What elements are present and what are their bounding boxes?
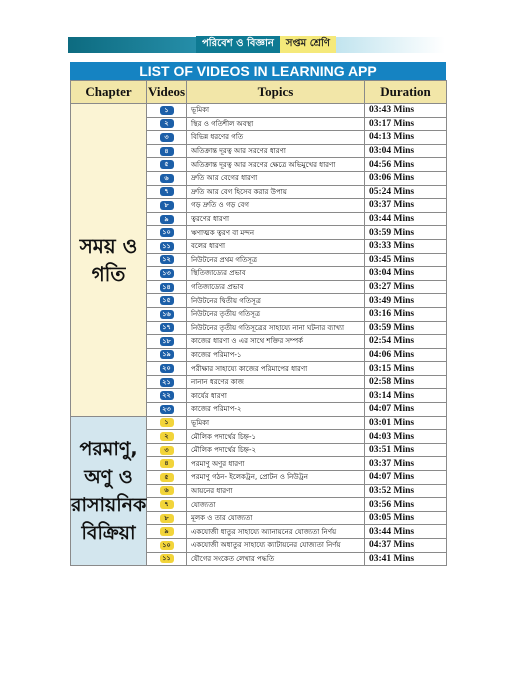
duration-cell: 03:49 Mins	[365, 294, 447, 308]
video-number-cell	[147, 144, 187, 158]
video-number-cell	[147, 362, 187, 376]
duration-cell: 03:05 Mins	[365, 511, 447, 525]
video-number-cell	[147, 335, 187, 349]
table-row	[71, 416, 447, 430]
duration-cell: 03:37 Mins	[365, 457, 447, 471]
duration-cell: 03:41 Mins	[365, 552, 447, 566]
video-number-badge: ৪	[160, 147, 174, 156]
video-number-cell	[147, 471, 187, 485]
video-number-badge: ১৯	[160, 350, 174, 359]
topic-cell: গড় দ্রুতি ও গড় বেগ	[187, 199, 365, 213]
chapter-name-cell	[71, 104, 147, 417]
duration-cell: 05:24 Mins	[365, 185, 447, 199]
duration-cell: 04:37 Mins	[365, 539, 447, 553]
video-number-cell	[147, 539, 187, 553]
video-number-badge: ৯	[160, 215, 174, 224]
video-number-cell	[147, 280, 187, 294]
video-number-cell	[147, 104, 187, 118]
video-number-badge: ৫	[160, 473, 174, 482]
video-list-table	[70, 62, 446, 566]
video-number-cell	[147, 307, 187, 321]
duration-cell: 02:54 Mins	[365, 335, 447, 349]
col-header-topics: Topics	[187, 81, 365, 104]
video-number-badge: ১৩	[160, 269, 174, 278]
topic-cell: স্থিতিজাড্যের প্রভাব	[187, 267, 365, 281]
col-header-chapter: Chapter	[71, 81, 147, 104]
topic-cell: কাজের ধারণা ও এর সাথে শক্তির সম্পর্ক	[187, 335, 365, 349]
topic-cell: মৌলিক পদার্থের চিহ্ন-১	[187, 430, 365, 444]
video-number-cell	[147, 416, 187, 430]
col-header-duration: Duration	[365, 81, 447, 104]
duration-cell: 03:04 Mins	[365, 267, 447, 281]
duration-cell: 03:59 Mins	[365, 226, 447, 240]
duration-cell: 03:14 Mins	[365, 389, 447, 403]
video-number-badge: ৮	[160, 514, 174, 523]
video-number-cell	[147, 389, 187, 403]
video-number-cell	[147, 443, 187, 457]
duration-cell: 04:07 Mins	[365, 403, 447, 417]
topic-cell: ঋণাত্মক ত্বরণ বা মন্দন	[187, 226, 365, 240]
video-number-badge: ১৪	[160, 283, 174, 292]
duration-cell: 03:16 Mins	[365, 307, 447, 321]
video-number-badge: ২১	[160, 378, 174, 387]
duration-cell: 03:44 Mins	[365, 525, 447, 539]
topic-cell: মূলক ও তার যোজ্যতা	[187, 511, 365, 525]
video-number-cell	[147, 239, 187, 253]
chapter-name-line: বিক্রিয়া	[81, 521, 136, 544]
video-number-cell	[147, 212, 187, 226]
duration-cell: 03:01 Mins	[365, 416, 447, 430]
video-number-badge: ৫	[160, 160, 174, 169]
topic-cell: নিউটনের তৃতীয় গতিসূত্রের সাহায্যে নানা ঘটনার ব্যাখ্যা	[187, 321, 365, 335]
video-number-badge: ২	[160, 119, 174, 128]
chapter-name-line: পরমাণু,	[79, 437, 138, 460]
video-number-badge: ১০	[160, 541, 174, 550]
duration-cell: 03:06 Mins	[365, 171, 447, 185]
video-number-cell	[147, 498, 187, 512]
topic-cell: যোজ্যতা	[187, 498, 365, 512]
video-number-badge: ৯	[160, 527, 174, 536]
video-number-cell	[147, 226, 187, 240]
duration-cell: 03:59 Mins	[365, 321, 447, 335]
video-number-cell	[147, 525, 187, 539]
video-number-cell	[147, 552, 187, 566]
video-number-cell	[147, 511, 187, 525]
video-number-badge: ১০	[160, 228, 174, 237]
video-number-cell	[147, 348, 187, 362]
topic-cell: অতিক্রান্ত দূরত্ব আর সরণের ধারণা	[187, 144, 365, 158]
video-number-cell	[147, 375, 187, 389]
topic-cell: নানান ধরণের কাজ	[187, 375, 365, 389]
topic-cell: একযোজী ধাতুর সাহায্যে অ্যানায়নের যোজ্যতা নির্ণয়	[187, 525, 365, 539]
video-number-cell	[147, 294, 187, 308]
topic-cell: পরীক্ষার সাহায্যে কাজের পরিমাপের ধারণা	[187, 362, 365, 376]
class-label: সপ্তম শ্রেণি	[280, 36, 336, 53]
chapter-name-line: সময় ও	[79, 233, 138, 258]
topic-cell: দ্রুতি আর বেগের ধারণা	[187, 171, 365, 185]
topic-cell: যৌগের সংকেত লেখার পদ্ধতি	[187, 552, 365, 566]
video-number-cell	[147, 158, 187, 172]
col-header-videos: Videos	[147, 81, 187, 104]
video-number-badge: ৮	[160, 201, 174, 210]
topic-cell: কার্যের ধারণা	[187, 389, 365, 403]
topic-cell: পরমাণু অণুর ধারণা	[187, 457, 365, 471]
duration-cell: 03:44 Mins	[365, 212, 447, 226]
video-number-badge: ১৮	[160, 337, 174, 346]
chapter-name-cell	[71, 416, 147, 566]
video-number-badge: ৭	[160, 187, 174, 196]
topic-cell: অতিক্রান্ত দূরত্ব আর সরণের ক্ষেত্রে অভিমুখের ধারণা	[187, 158, 365, 172]
video-number-badge: ৬	[160, 174, 174, 183]
video-number-badge: ৪	[160, 459, 174, 468]
video-number-cell	[147, 430, 187, 444]
video-table	[70, 80, 447, 566]
duration-cell: 04:03 Mins	[365, 430, 447, 444]
subject-label: পরিবেশ ও বিজ্ঞান	[196, 36, 280, 53]
video-number-badge: ৬	[160, 486, 174, 495]
topic-cell: কাজের পরিমাপ-২	[187, 403, 365, 417]
video-number-cell	[147, 131, 187, 145]
video-number-badge: ২২	[160, 391, 174, 400]
duration-cell: 03:43 Mins	[365, 104, 447, 118]
video-number-cell	[147, 457, 187, 471]
video-number-cell	[147, 117, 187, 131]
video-number-cell	[147, 267, 187, 281]
duration-cell: 04:13 Mins	[365, 131, 447, 145]
video-number-badge: ২০	[160, 364, 174, 373]
duration-cell: 03:37 Mins	[365, 199, 447, 213]
chapter-name-line: রাসায়নিক	[71, 493, 147, 516]
topic-cell: ভূমিকা	[187, 104, 365, 118]
table-title: LIST OF VIDEOS IN LEARNING APP	[70, 62, 446, 80]
video-number-badge: ৭	[160, 500, 174, 509]
topic-cell: নিউটনের প্রথম গতিসূত্র	[187, 253, 365, 267]
chapter-name-line: অণু ও	[84, 465, 133, 488]
video-number-cell	[147, 199, 187, 213]
video-number-cell	[147, 253, 187, 267]
video-number-badge: ১৬	[160, 310, 174, 319]
video-number-badge: ১১	[160, 242, 174, 251]
duration-cell: 03:33 Mins	[365, 239, 447, 253]
duration-cell: 03:17 Mins	[365, 117, 447, 131]
duration-cell: 04:56 Mins	[365, 158, 447, 172]
topic-cell: মৌলিক পদার্থের চিহ্ন-২	[187, 443, 365, 457]
video-number-cell	[147, 403, 187, 417]
topic-cell: নিউটনের দ্বিতীয় গতিসূত্র	[187, 294, 365, 308]
video-number-cell	[147, 185, 187, 199]
topic-cell: ভূমিকা	[187, 416, 365, 430]
video-number-cell	[147, 321, 187, 335]
video-number-badge: ২৩	[160, 405, 174, 414]
duration-cell: 03:51 Mins	[365, 443, 447, 457]
video-number-cell	[147, 171, 187, 185]
duration-cell: 03:27 Mins	[365, 280, 447, 294]
video-number-badge: ১	[160, 106, 174, 115]
duration-cell: 03:52 Mins	[365, 484, 447, 498]
video-number-badge: ১৫	[160, 296, 174, 305]
video-number-badge: ১	[160, 418, 174, 427]
duration-cell: 02:58 Mins	[365, 375, 447, 389]
topic-cell: আয়নের ধারণা	[187, 484, 365, 498]
topic-cell: কাজের পরিমাপ-১	[187, 348, 365, 362]
topic-cell: ত্বরণের ধারণা	[187, 212, 365, 226]
topic-cell: দ্রুতি আর বেগ হিসেব করার উপায়	[187, 185, 365, 199]
duration-cell: 03:04 Mins	[365, 144, 447, 158]
video-number-cell	[147, 484, 187, 498]
duration-cell: 04:06 Mins	[365, 348, 447, 362]
duration-cell: 04:07 Mins	[365, 471, 447, 485]
book-header	[196, 36, 336, 53]
video-number-badge: ২	[160, 432, 174, 441]
topic-cell: পরমাণু গঠন- ইলেকট্রন, প্রোটন ও নিউট্রন	[187, 471, 365, 485]
topic-cell: গতিজাড্যের প্রভাব	[187, 280, 365, 294]
topic-cell: স্থির ও গতিশীল অবস্থা	[187, 117, 365, 131]
video-number-badge: ১৭	[160, 323, 174, 332]
duration-cell: 03:45 Mins	[365, 253, 447, 267]
video-number-badge: ৩	[160, 446, 174, 455]
table-body	[71, 104, 447, 566]
video-number-badge: ১২	[160, 255, 174, 264]
video-number-badge: ৩	[160, 133, 174, 142]
duration-cell: 03:15 Mins	[365, 362, 447, 376]
table-row	[71, 104, 447, 118]
chapter-name-line: গতি	[91, 261, 126, 286]
topic-cell: বলের ধারণা	[187, 239, 365, 253]
topic-cell: একযোজী অধাতুর সাহায্যে ক্যাটায়নের যোজ্যতা নির্ণয়	[187, 539, 365, 553]
duration-cell: 03:56 Mins	[365, 498, 447, 512]
topic-cell: নিউটনের তৃতীয় গতিসূত্র	[187, 307, 365, 321]
video-number-badge: ১১	[160, 554, 174, 563]
topic-cell: বিভিন্ন ধরণের গতি	[187, 131, 365, 145]
